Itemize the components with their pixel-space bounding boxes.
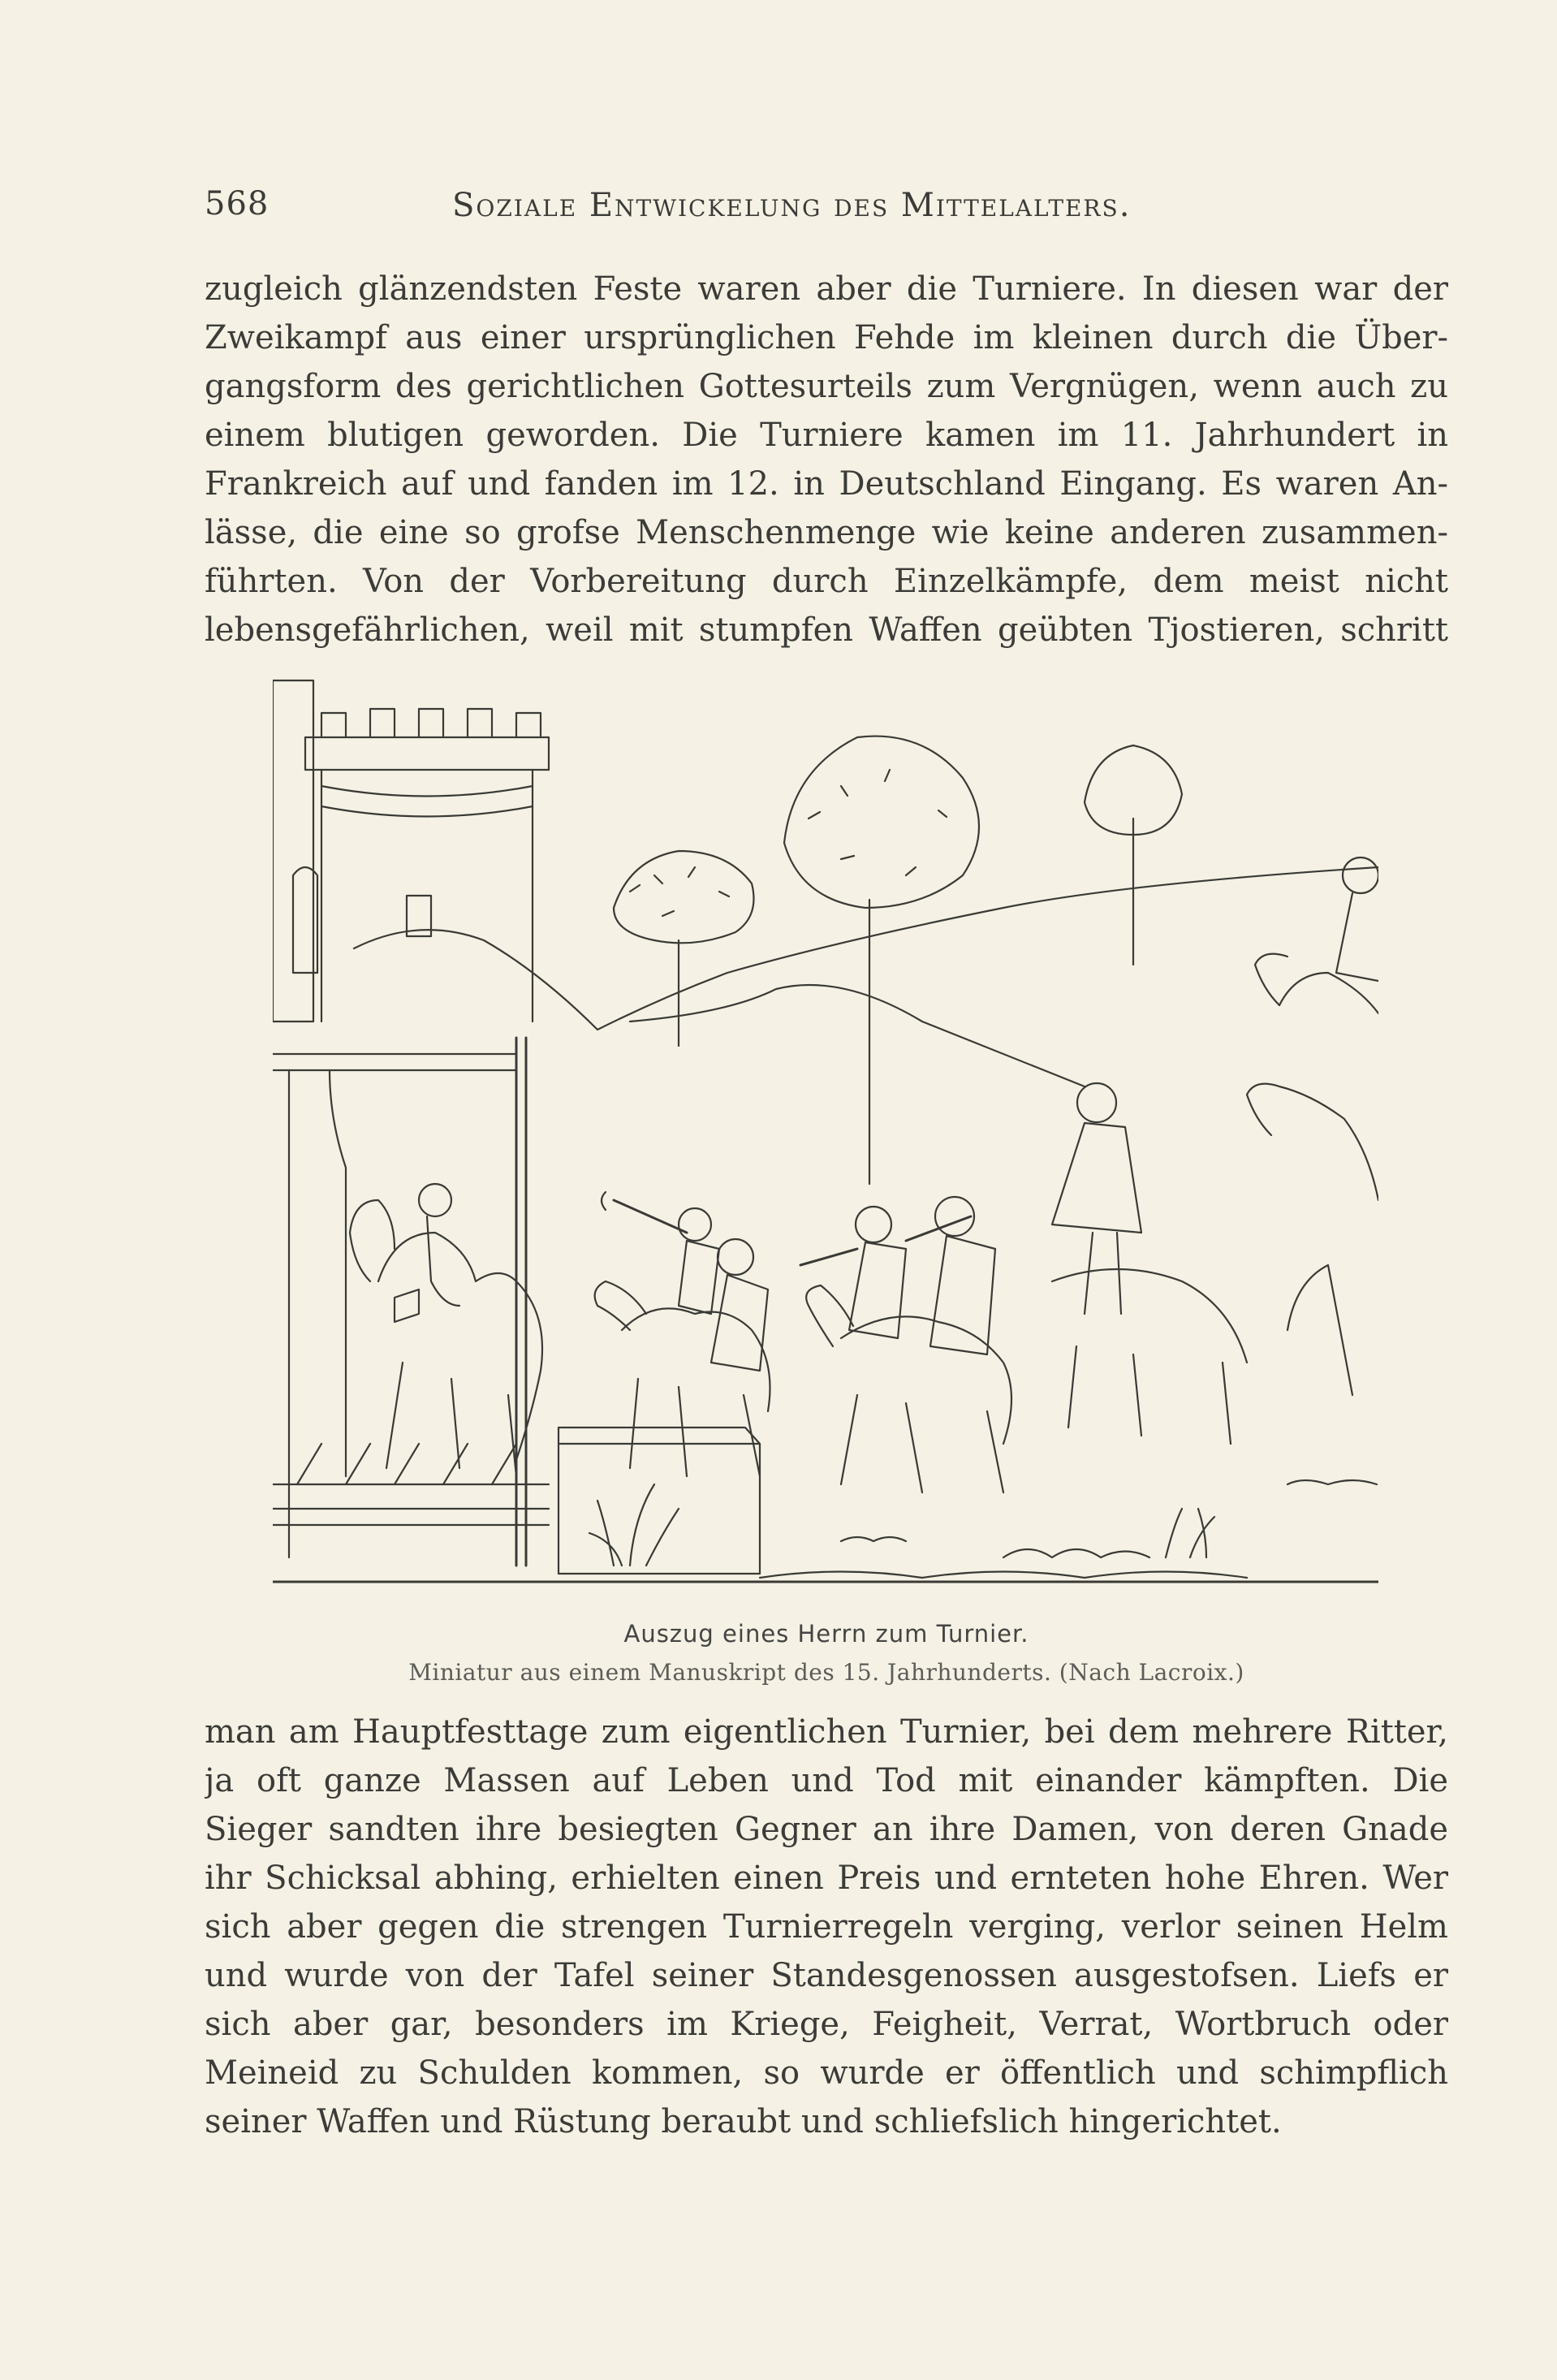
text-line: Meineid zu Schulden kommen, so wurde er öffentlich und schimpflich: [205, 2054, 1448, 2092]
text-line: ihr Schicksal abhing, erhielten einen Preis und ernteten hohe Ehren. Wer: [205, 1860, 1448, 1897]
running-head: Soziale Entwickelung des Mittelalters.: [452, 187, 1132, 224]
text-line: gangsform des gerichtlichen Gottesurteils zum Vergnügen, wenn auch zu: [205, 368, 1448, 405]
page-header: [205, 185, 1374, 231]
text-line: Sieger sandten ihre besiegten Gegner an ihre Damen, von deren Gnade: [205, 1811, 1448, 1848]
text-line: einem blutigen geworden. Die Turniere kamen im 11. Jahrhundert in: [205, 417, 1448, 454]
text-line: führten. Von der Vorbereitung durch Einzelkämpfe, dem meist nicht: [205, 563, 1448, 600]
page-number: 568: [205, 185, 270, 222]
figure-caption-source: Miniatur aus einem Manuskript des 15. Jahrhunderts. (Nach Lacroix.): [408, 1659, 1244, 1686]
text-line: Frankreich auf und fanden im 12. in Deutschland Eingang. Es waren An-: [205, 465, 1448, 503]
text-line: zugleich glänzendsten Feste waren aber die Turniere. In diesen war der: [205, 270, 1448, 308]
text-line: lebensgefährlichen, weil mit stumpfen Waffen geübten Tjostieren, schritt: [205, 611, 1448, 649]
text-line: Zweikampf aus einer ursprünglichen Fehde im kleinen durch die Über-: [205, 319, 1448, 356]
text-line: lässe, die eine so grofse Menschenmenge wie keine anderen zusammen-: [205, 514, 1448, 551]
text-line: man am Hauptfesttage zum eigentlichen Turnier, bei dem mehrere Ritter,: [205, 1713, 1448, 1751]
figure-caption-title: Auszug eines Herrn zum Turnier.: [623, 1620, 1029, 1648]
text-line: sich aber gar, besonders im Kriege, Feigheit, Verrat, Wortbruch oder: [205, 2006, 1448, 2043]
tournament-illustration: [273, 664, 1378, 1595]
text-line: ja oft ganze Massen auf Leben und Tod mit einander kämpften. Die: [205, 1762, 1448, 1799]
text-line: sich aber gegen die strengen Turnierregeln verging, verlor seinen Helm: [205, 1908, 1448, 1946]
text-line: und wurde von der Tafel seiner Standesgenossen ausgestofsen. Liefs er: [205, 1957, 1448, 1994]
text-line: seiner Waffen und Rüstung beraubt und schliefslich hingerichtet.: [205, 2103, 1282, 2140]
paragraph-top: [205, 265, 1448, 654]
paragraph-bottom: [205, 1708, 1448, 2146]
